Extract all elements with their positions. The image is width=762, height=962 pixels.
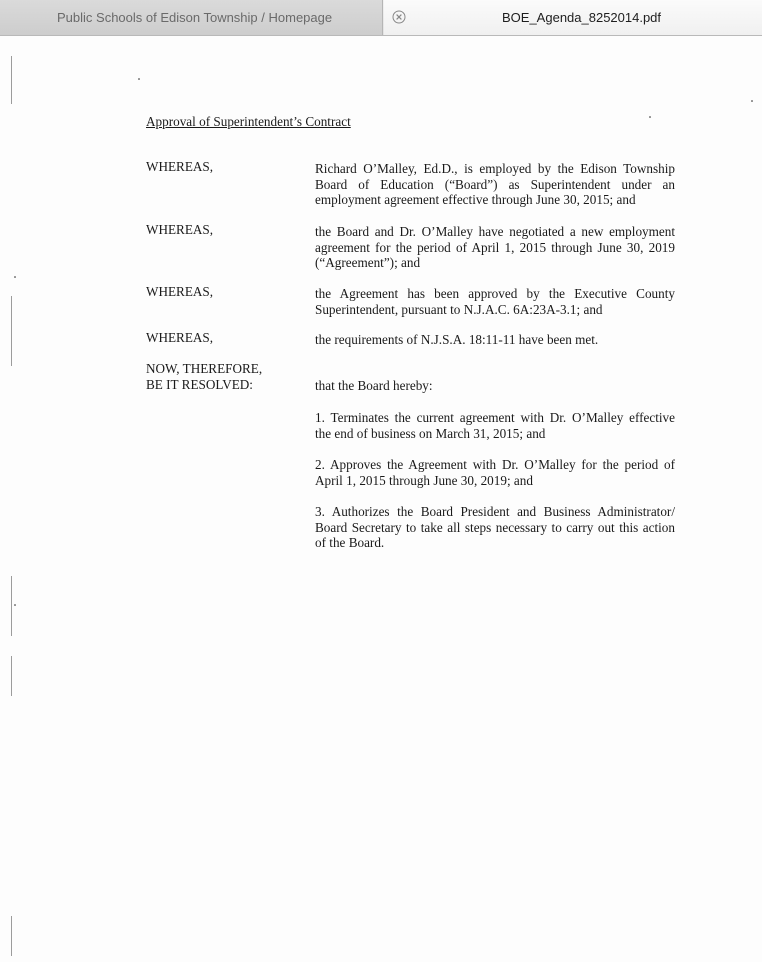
resolution-line: of the Board. — [315, 535, 385, 550]
close-tab-icon[interactable] — [392, 10, 406, 24]
clause-line: (“Agreement”); and — [315, 255, 421, 270]
resolution-line: the end of business on March 31, 2015; and — [315, 425, 546, 441]
resolution-line: April 1, 2015 through June 30, 2019; and — [315, 472, 533, 488]
resolution-item — [315, 457, 675, 488]
scan-speck — [138, 78, 140, 80]
clause-text — [315, 161, 675, 208]
tab-pdf[interactable] — [384, 0, 762, 35]
scan-speck — [751, 100, 753, 102]
scan-edge-mark — [11, 296, 12, 366]
scan-edge-mark — [11, 56, 12, 104]
scan-edge-mark — [11, 576, 12, 636]
resolved-intro-text: that the Board hereby: — [315, 378, 433, 393]
clause-line: Richard O’Malley, Ed.D., is employed by the Edison Township — [315, 161, 675, 176]
scan-speck — [14, 276, 16, 278]
clause-line: the requirements of N.J.S.A. 18:11-11 have been met. — [315, 332, 599, 347]
browser-tab-bar — [0, 0, 762, 36]
scan-edge-mark — [11, 916, 12, 956]
tab-homepage[interactable] — [0, 0, 383, 35]
tab-homepage-title: Public Schools of Edison Township / Homepage — [57, 10, 333, 25]
clause-label: WHEREAS, — [146, 284, 214, 299]
tab-pdf-title: BOE_Agenda_8252014.pdf — [502, 10, 662, 25]
clause-line: the Agreement has been approved by the Executive County — [315, 286, 675, 301]
clause-text — [315, 224, 675, 271]
clause-text — [315, 332, 675, 348]
clause-label: WHEREAS, — [146, 222, 214, 237]
document-heading: Approval of Superintendent’s Contract — [146, 114, 351, 129]
clause-line: employment agreement effective through June 30, 2015; and — [315, 192, 636, 207]
scan-edge-mark — [11, 656, 12, 696]
clause-line: Board of Education (“Board”) as Superintendent under an — [315, 176, 675, 192]
clause-line: Superintendent, pursuant to N.J.A.C. 6A:23A-3.1; and — [315, 301, 603, 317]
clause-text — [315, 286, 675, 317]
clause-line: agreement for the period of April 1, 2015 through June 30, 2019 — [315, 239, 675, 255]
resolution-line: 2. Approves the Agreement with Dr. O’Malley for the period of — [315, 457, 675, 472]
resolution-line: 3. Authorizes the Board President and Business Administrator/ — [315, 504, 675, 519]
resolved-label — [146, 361, 262, 392]
resolution-line: 1. Terminates the current agreement with Dr. O’Malley effective — [315, 410, 675, 425]
clause-line: the Board and Dr. O’Malley have negotiated a new employment — [315, 224, 675, 239]
resolution-line: Board Secretary to take all steps necessary to carry out this action — [315, 519, 675, 535]
resolved-label-line: BE IT RESOLVED: — [146, 376, 253, 392]
scan-speck — [14, 604, 16, 606]
resolved-label-line: NOW, THEREFORE, — [146, 361, 263, 376]
clause-label: WHEREAS, — [146, 330, 214, 345]
scan-speck — [649, 116, 651, 118]
clause-label: WHEREAS, — [146, 159, 214, 174]
resolution-item — [315, 504, 675, 551]
resolution-item — [315, 410, 675, 441]
resolved-intro — [315, 378, 675, 394]
pdf-page — [0, 36, 762, 962]
